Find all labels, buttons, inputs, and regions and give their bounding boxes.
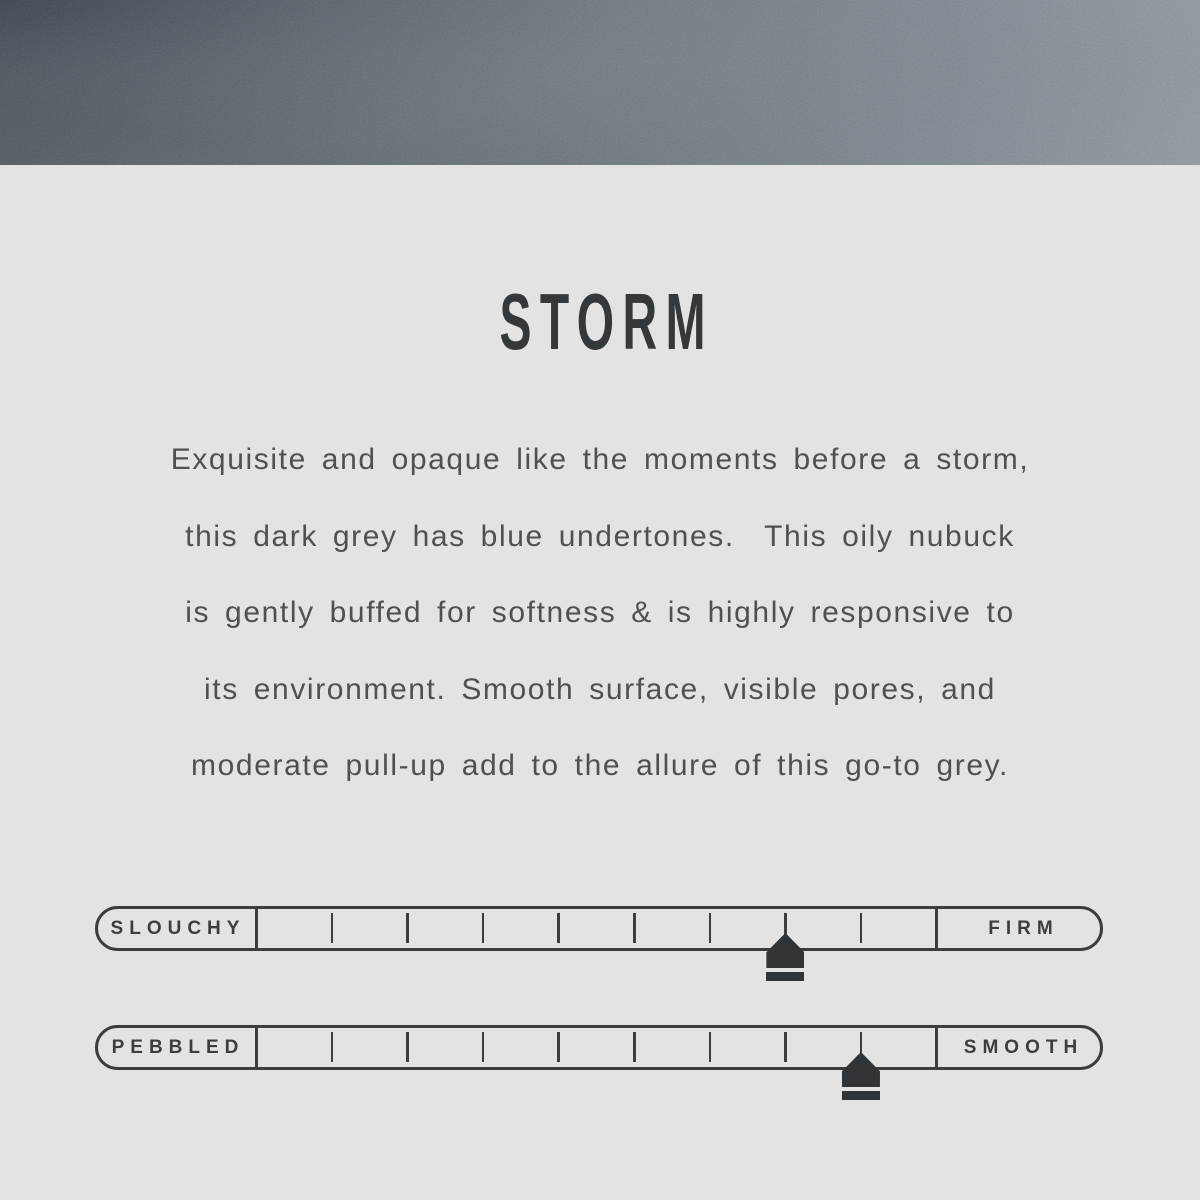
description-line: this dark grey has blue undertones. This oily nubuck: [185, 519, 1015, 553]
scale-tick: [482, 913, 485, 943]
page-title: [0, 277, 1200, 366]
texture-scale-pebbled-smooth: [95, 1025, 1103, 1070]
scale-tick: [633, 1032, 636, 1062]
scale-divider: [255, 906, 258, 951]
scale-tick: [709, 913, 712, 943]
scale-left-label-zone: [95, 906, 255, 951]
scale-tick: [482, 1032, 485, 1062]
description-line: moderate pull-up add to the allure of this go-to grey.: [191, 749, 1009, 783]
leather-texture-image: [0, 0, 1200, 165]
scale-right-label-zone: [938, 1025, 1103, 1070]
leather-swatch-banner: [0, 0, 1200, 165]
description-paragraph: [0, 422, 1200, 805]
scale-left-label: PEBBLED: [111, 1036, 245, 1058]
scale-tick: [331, 1032, 334, 1062]
scale-marker-underline: [766, 972, 804, 981]
scale-tick: [406, 913, 409, 943]
scale-right-label-zone: [938, 906, 1103, 951]
scale-marker-underline: [842, 1091, 880, 1100]
scale-divider: [255, 1025, 258, 1070]
scale-left-label: SLOUCHY: [110, 917, 246, 939]
scale-tick: [709, 1032, 712, 1062]
scale-tick: [860, 913, 863, 943]
scale-tick: [784, 1032, 787, 1062]
description-line: is gently buffed for softness & is highly responsive to: [185, 596, 1015, 630]
scale-tick: [406, 1032, 409, 1062]
scale-tick: [331, 913, 334, 943]
description-line: its environment. Smooth surface, visible pores, and: [204, 672, 996, 706]
scale-right-label: FIRM: [988, 917, 1059, 939]
scale-tick: [557, 1032, 560, 1062]
scale-tick: [557, 913, 560, 943]
scale-left-label-zone: [95, 1025, 255, 1070]
temper-scale-slouchy-firm: [95, 906, 1103, 951]
description-line: Exquisite and opaque like the moments before a storm,: [170, 443, 1030, 477]
page-title-text: STORM: [499, 277, 715, 366]
scale-right-label: SMOOTH: [963, 1036, 1084, 1058]
scale-tick: [633, 913, 636, 943]
